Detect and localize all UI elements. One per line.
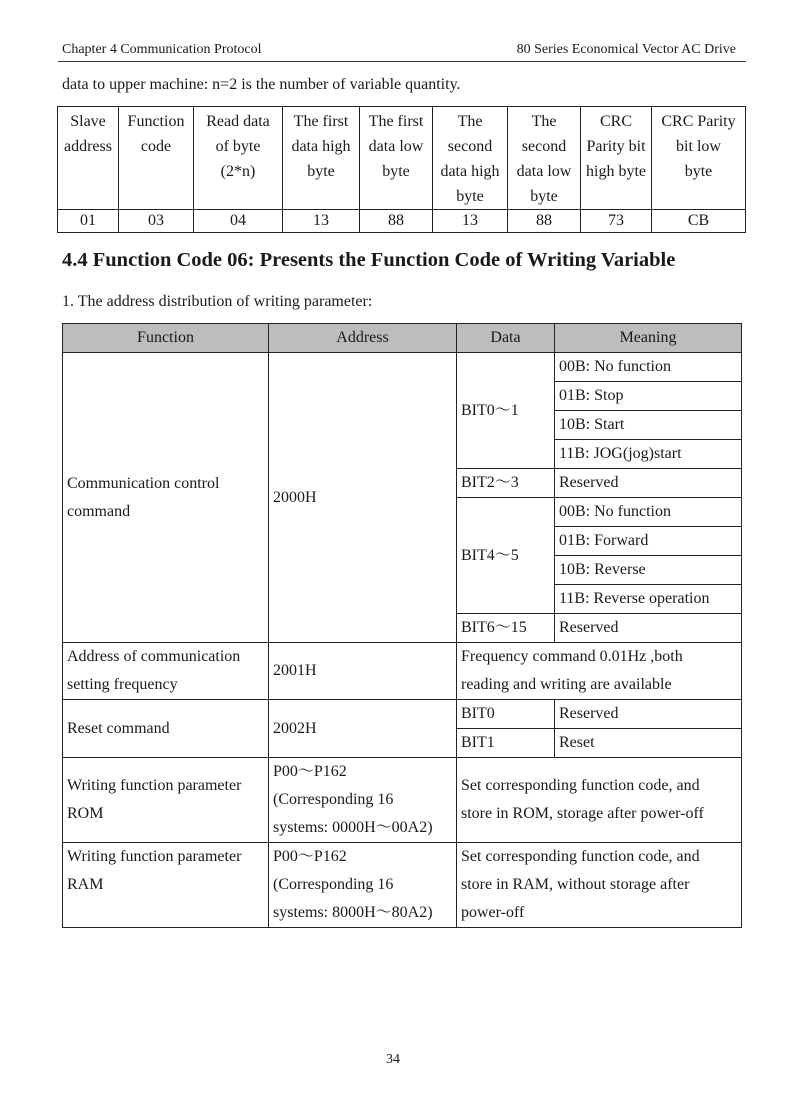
header-divider <box>58 61 746 62</box>
meaning-cell: 01B: Forward <box>555 527 742 556</box>
table-row <box>58 210 746 233</box>
address-cell: 2002H <box>269 700 457 758</box>
table-row <box>63 758 742 843</box>
meaning-cell: 10B: Reverse <box>555 556 742 585</box>
function-cell: Address of communication setting frequency <box>63 643 269 700</box>
table-row <box>63 353 742 382</box>
table-header-row <box>58 107 746 210</box>
value-cell: 88 <box>360 210 433 233</box>
data-cell: BIT6～15 <box>457 614 555 643</box>
header-function: Function <box>63 324 269 353</box>
value-cell: 04 <box>194 210 283 233</box>
meaning-cell: 11B: Reverse operation <box>555 585 742 614</box>
table-header-row <box>63 324 742 353</box>
address-cell: 2000H <box>269 353 457 643</box>
header-cell: The second data high byte <box>433 107 508 210</box>
meaning-cell: Reserved <box>555 700 742 729</box>
value-cell: CB <box>652 210 746 233</box>
header-cell: Slave address <box>58 107 119 210</box>
header-cell: The first data high byte <box>283 107 360 210</box>
meaning-cell: Frequency command 0.01Hz ,both reading and writing are available <box>457 643 742 700</box>
meaning-cell: Set corresponding function code, and store in RAM, without storage after power-off <box>457 843 742 928</box>
write-address-table <box>62 323 742 928</box>
table-row <box>63 700 742 729</box>
table-row <box>63 643 742 700</box>
header-cell: The second data low byte <box>508 107 581 210</box>
header-cell: Read data of byte (2*n) <box>194 107 283 210</box>
meaning-cell: Reserved <box>555 469 742 498</box>
meaning-cell: 01B: Stop <box>555 382 742 411</box>
function-cell: Reset command <box>63 700 269 758</box>
meaning-cell: 00B: No function <box>555 353 742 382</box>
address-cell: 2001H <box>269 643 457 700</box>
meaning-cell: Set corresponding function code, and store in ROM, storage after power-off <box>457 758 742 843</box>
value-cell: 03 <box>119 210 194 233</box>
table-row <box>63 843 742 928</box>
meaning-cell: 11B: JOG(jog)start <box>555 440 742 469</box>
header-cell: Function code <box>119 107 194 210</box>
section-title: 4.4 Function Code 06: Presents the Function Code of Writing Variable <box>62 249 676 271</box>
page-number: 34 <box>386 1052 400 1067</box>
value-cell: 13 <box>283 210 360 233</box>
data-cell: BIT1 <box>457 729 555 758</box>
sub-title: 1. The address distribution of writing parameter: <box>62 293 373 310</box>
data-cell: BIT0 <box>457 700 555 729</box>
function-cell: Writing function parameter RAM <box>63 843 269 928</box>
value-cell: 88 <box>508 210 581 233</box>
address-cell: P00～P162 (Corresponding 16 systems: 8000H～80A2) <box>269 843 457 928</box>
function-cell: Writing function parameter ROM <box>63 758 269 843</box>
data-cell: BIT0～1 <box>457 353 555 469</box>
meaning-cell: Reset <box>555 729 742 758</box>
header-address: Address <box>269 324 457 353</box>
meaning-cell: Reserved <box>555 614 742 643</box>
function-cell: Communication control command <box>63 353 269 643</box>
address-cell: P00～P162 (Corresponding 16 systems: 0000H～00A2) <box>269 758 457 843</box>
data-cell: BIT2～3 <box>457 469 555 498</box>
intro-text: data to upper machine: n=2 is the number of variable quantity. <box>62 76 461 93</box>
header-cell: The first data low byte <box>360 107 433 210</box>
chapter-header: Chapter 4 Communication Protocol <box>62 42 262 57</box>
meaning-cell: 10B: Start <box>555 411 742 440</box>
header-data: Data <box>457 324 555 353</box>
value-cell: 01 <box>58 210 119 233</box>
product-header: 80 Series Economical Vector AC Drive <box>516 42 736 57</box>
header-cell: CRC Parity bit low byte <box>652 107 746 210</box>
meaning-cell: 00B: No function <box>555 498 742 527</box>
header-meaning: Meaning <box>555 324 742 353</box>
value-cell: 13 <box>433 210 508 233</box>
value-cell: 73 <box>581 210 652 233</box>
data-cell: BIT4～5 <box>457 498 555 614</box>
header-cell: CRC Parity bit high byte <box>581 107 652 210</box>
response-frame-table <box>57 106 746 233</box>
